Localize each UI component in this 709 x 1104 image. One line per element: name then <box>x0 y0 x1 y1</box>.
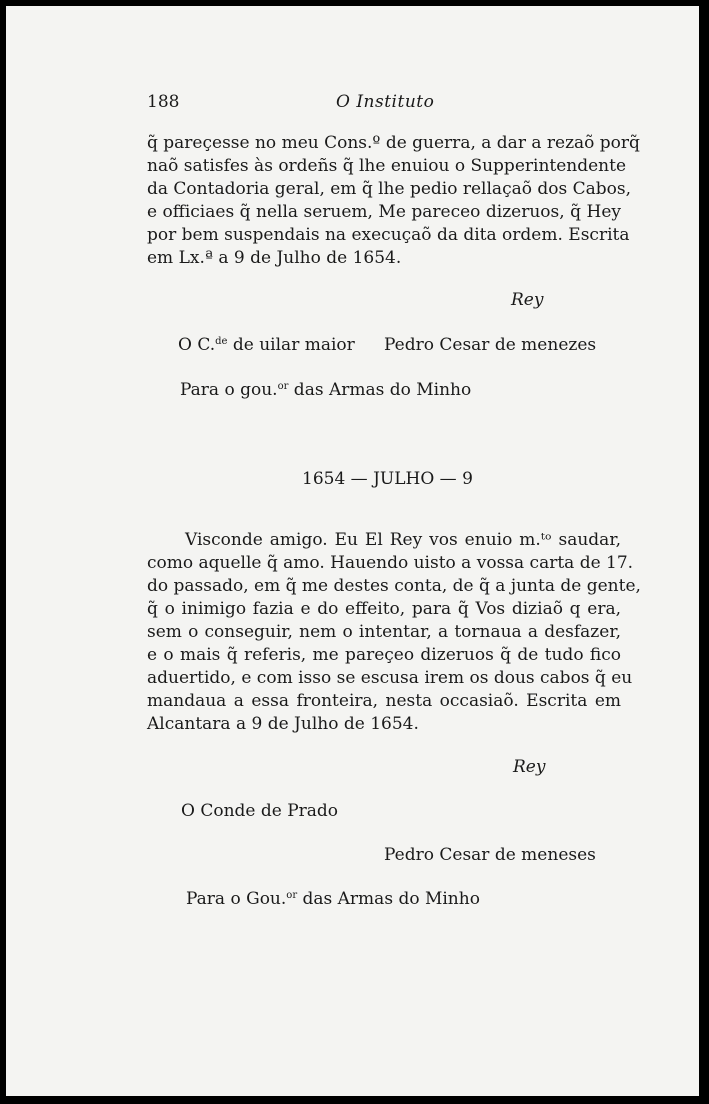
letter1-address: Para o gou.$^{or}$ das Armas do Minho <box>180 380 472 400</box>
letter2-address: Para o Gou.$^{or}$ das Armas do Minho <box>186 889 480 909</box>
letter1-line-1: q̃ pareçesse no meu Cons.º de guerra, a dar a rezaõ porq̃ <box>147 133 640 153</box>
letter2-line-4: q̃ o inimigo fazia e do effeito, para q̃ Vos diziaõ q era, <box>147 599 621 619</box>
letter2-line-7: aduertido, e com isso se escusa irem os dous cabos q̃ eu <box>147 668 633 688</box>
letter2-line-2: como aquelle q̃ amo. Hauendo uisto a vossa carta de 17. <box>147 553 634 573</box>
running-title: O Instituto <box>336 92 435 112</box>
letter2-signature-rey: Rey <box>513 757 546 777</box>
letter2-line-5: sem o conseguir, nem o intentar, a tornaua a desfazer, <box>147 622 621 642</box>
letter2-line-3: do passado, em q̃ me destes conta, de q̃ a junta de gente, <box>147 576 641 596</box>
letter2-right-signer: Pedro Cesar de meneses <box>384 845 596 865</box>
letter2-left-signer: O Conde de Prado <box>181 801 339 821</box>
letter2-line-6: e o mais q̃ referis, me pareçeo dizeruos q̃ de tudo fico <box>147 645 621 665</box>
letter1-line-5: por bem suspendais na execuçaõ da dita ordem. Escrita <box>147 225 630 245</box>
letter2-line-8: mandaua a essa fronteira, nesta occasiaõ. Escrita em <box>147 691 621 711</box>
letter1-left-signer: O C.$^{de}$ de uilar maior <box>178 335 355 355</box>
letter1-signature-rey: Rey <box>511 290 544 310</box>
letter1-line-4: e officiaes q̃ nella seruem, Me pareceo dizeruos, q̃ Hey <box>147 202 621 222</box>
letter2-line-9: Alcantara a 9 de Julho de 1654. <box>147 714 419 734</box>
document-page <box>6 6 699 1096</box>
page-number: 188 <box>147 92 180 112</box>
letter2-line-1: Visconde amigo. Eu El Rey vos enuio m.ᵗᵒ saudar, <box>185 530 621 550</box>
letter1-line-6: em Lx.ª a 9 de Julho de 1654. <box>147 248 402 268</box>
date-heading: 1654 — JULHO — 9 <box>302 469 473 489</box>
letter1-right-signer: Pedro Cesar de menezes <box>384 335 597 355</box>
letter1-line-2: naõ satisfes às ordeñs q̃ lhe enuiou o Supperintendente <box>147 156 627 176</box>
letter1-line-3: da Contadoria geral, em q̃ lhe pedio rellaçaõ dos Cabos, <box>147 179 631 199</box>
